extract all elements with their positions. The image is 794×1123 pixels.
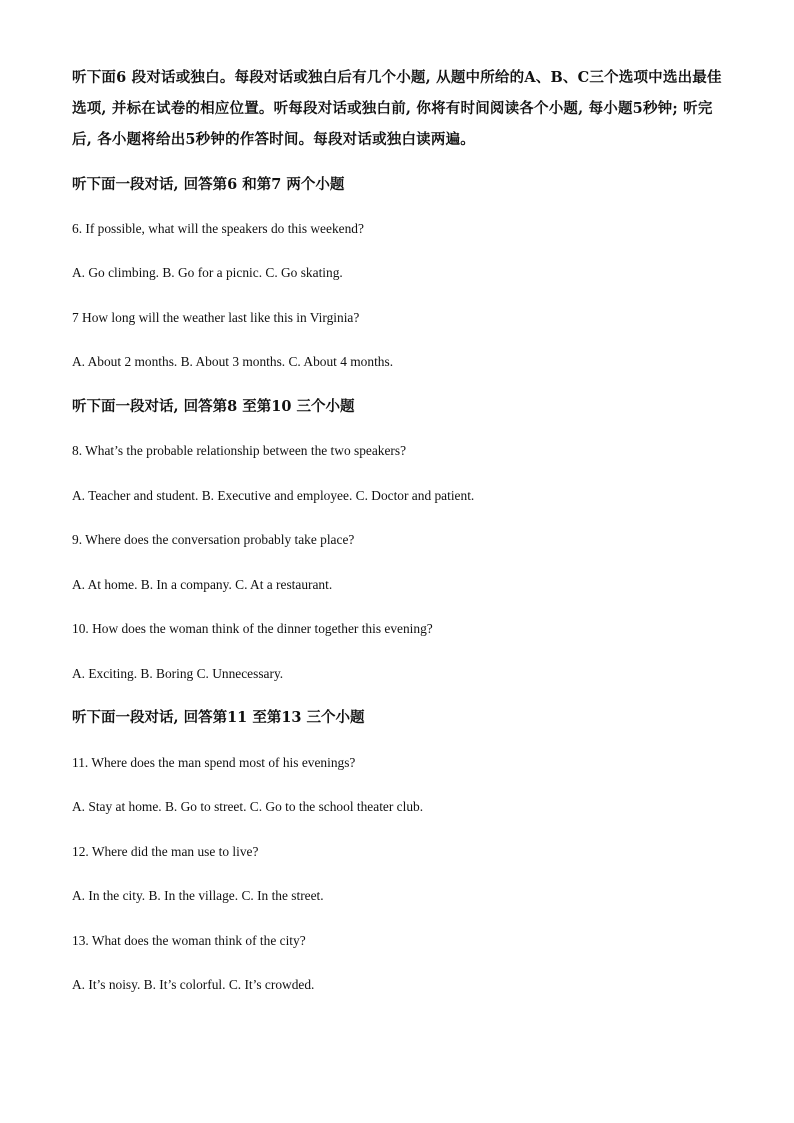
question-12: 12. Where did the man use to live? [72,844,259,859]
question-8: 8. What’s the probable relationship between the two speakers? [72,443,407,458]
question-10: 10. How does the woman think of the dinner together this evening? [72,621,433,636]
question-11-options: A. Stay at home. B. Go to street. C. Go to the school theater club. [72,799,424,814]
question-6: 6. If possible, what will the speakers do this weekend? [72,221,364,236]
section-heading-2: 听下面一段对话, 回答第8 至第10 三个小题 [72,398,355,415]
question-11: 11. Where does the man spend most of his evenings? [72,755,356,770]
question-12-options: A. In the city. B. In the village. C. In the street. [72,888,324,903]
question-7-options: A. About 2 months. B. About 3 months. C. About 4 months. [72,354,394,369]
section-heading-3: 听下面一段对话, 回答第11 至第13 三个小题 [72,709,365,726]
question-6-options: A. Go climbing. B. Go for a picnic. C. Go skating. [72,265,343,280]
question-9: 9. Where does the conversation probably take place? [72,532,355,547]
exam-content [72,62,727,992]
question-13: 13. What does the woman think of the city? [72,933,306,948]
question-13-options: A. It’s noisy. B. It’s colorful. C. It’s crowded. [72,977,315,992]
question-9-options: A. At home. B. In a company. C. At a restaurant. [72,577,333,592]
section-heading-1: 听下面一段对话, 回答第6 和第7 两个小题 [72,176,345,193]
question-7: 7 How long will the weather last like this in Virginia? [72,310,360,325]
question-8-options: A. Teacher and student. B. Executive and employee. C. Doctor and patient. [72,488,475,503]
section-instructions: 听下面6 段对话或独白。每段对话或独白后有几个小题, 从题中所给的A、B、C三个选项中选出最佳选项, 并标在试卷的相应位置。听每段对话或独白前, 你将有时间阅读各个小题, 每小题5秒钟; 听完后, 各小题将给出5秒钟的作答时间。每段对话或独白读两遍。 [72,69,722,148]
question-10-options: A. Exciting. B. Boring C. Unnecessary. [72,666,284,681]
